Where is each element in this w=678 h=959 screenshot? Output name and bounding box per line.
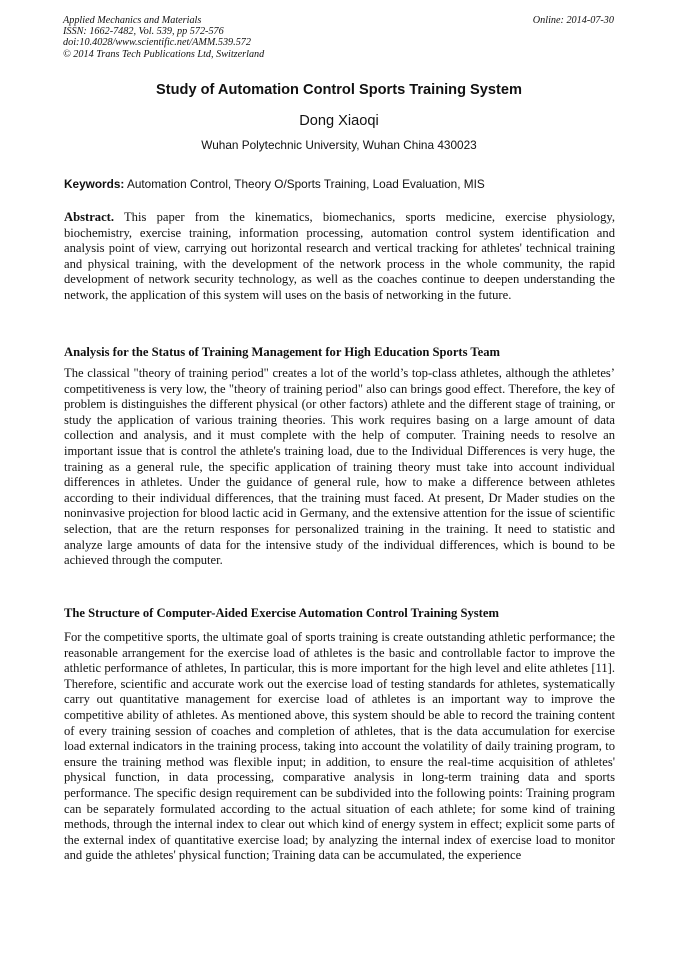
abstract-paragraph [64,210,615,304]
abstract-text: This paper from the kinematics, biomechanics, sports medicine, exercise physiology, biochemistry, exercise training, information processing, automation control system identification and analysis point of view, carrying out horizontal research and vertical tracking for athletes' technical training and physical training, with the development of the network process in the whole community, the rapid development of network security technology, as well as the coaches continue to deepen understanding the network, the application of this system will uses on the basis of networking in the future. [64,210,615,302]
keywords-line [64,177,616,191]
keywords-text: Automation Control, Theory O/Sports Training, Load Evaluation, MIS [126,177,485,191]
copyright-line: © 2014 Trans Tech Publications Ltd, Switzerland [63,48,265,60]
section-heading-training-status: Analysis for the Status of Training Management for High Education Sports Team [64,345,501,359]
section-heading-system-structure: The Structure of Computer-Aided Exercise Automation Control Training System [64,606,499,620]
section-body-training-status: The classical "theory of training period" creates a lot of the world’s top-class athletes, although the athletes’ competitiveness is very low, the "theory of training period" also can brings good effect. Therefore, the key of problem is distinguishes the different physical (or other factors) athlete and the different stage of training, or study the application of various training theories. This work requires basing on a large amount of data collection and analysis, and it must complete with the help of computer. Training needs to resolve an important issue that is control the athlete's training load, due to the Individual Differences is very huge, the training as a general rule, the specific application of training theory must take into account individual differences in athletes. Under the guidance of general rule, how to make a difference between athletes according to their individual differences, that the training must faced. At present, Dr Mader studies on the noninvasive projection for blood lactic acid in Germany, and the extensive attention for the issue of scientific selection, that are the return responses for personalized training in the training. It need to statistic and analyze large amounts of data for the intensive study of the individual differences, which is bound to be achieved through the computer. [64,366,615,568]
keywords-label: Keywords: [64,177,125,191]
journal-metadata [63,15,264,60]
journal-name: Applied Mechanics and Materials [63,15,202,26]
author-name: Dong Xiaoqi [299,113,379,129]
abstract-label: Abstract. [64,210,115,224]
doi-line: doi:10.4028/www.scientific.net/AMM.539.572 [63,37,251,49]
online-date: Online: 2014-07-30 [532,15,614,26]
paper-title: Study of Automation Control Sports Training System [156,82,522,98]
section-body-system-structure: For the competitive sports, the ultimate goal of sports training is create outstanding athletic performance; the reasonable arrangement for the exercise load of athletes is the basic and controllable factor to improve the athletic performance of athletes, In particular, this is more important for the high level and elite athletes [11]. Therefore, scientific and accurate work out the exercise load of testing standards for athletes, systematically carry out quantitative management for exercise load of athletes is an important way to improve the competitive ability of athletes. As mentioned above, this system should be able to record the training content of every training session of coaches and completion of athletes, that is the data accumulation for exercise load external indicators in the training process, taking into account the volatility of daily training program, to ensure the training method was flexible input; in addition, to ensure the real-time acquisition of athletes' physical function, in data processing, comparative analysis in long-term training data and sports performance. The specific design requirement can be subdivided into the following points: Training program can be separately formulated according to the actual situation of each athlete; for some kind of training methods, through the internal index to clear out which kind of energy system in effect; explicit some parts of the external index of quantitative exercise load; by analyzing the internal index of exercise load to monitor and guide the athletes' physical function; Training data can be accumulated, the experience [64,630,615,863]
author-affiliation: Wuhan Polytechnic University, Wuhan China 430023 [201,138,477,152]
issn-line: ISSN: 1662-7482, Vol. 539, pp 572-576 [63,26,224,38]
